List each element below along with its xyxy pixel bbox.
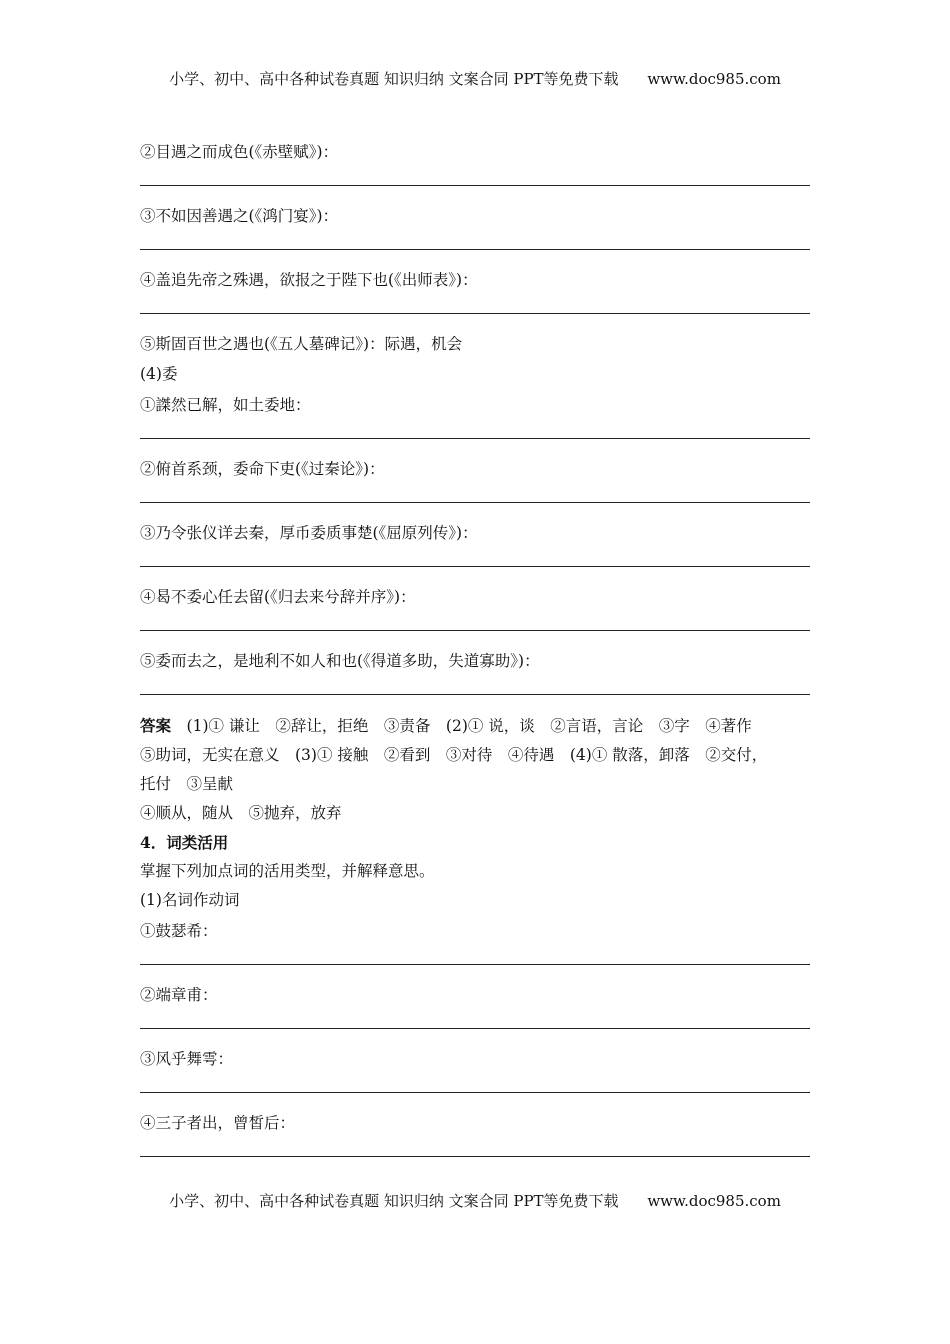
answer-line-1: (1)① 谦让 ②辞让，拒绝 ③责备 (2)① 说，谈 ②言语，言论 ③字 ④著作 [186,717,752,735]
answer-blank[interactable] [140,296,810,328]
answer-blank[interactable] [140,1139,810,1171]
question-item: ①鼓瑟希： [140,922,218,940]
answer-line-2: ⑤助词，无实在意义 (3)① 接触 ②看到 ③对待 ④待遇 (4)① 散落，卸落 ②交付， [140,746,768,764]
header-site-link[interactable]: www.doc985.com [647,70,781,88]
answer-blank[interactable] [140,947,810,979]
question-item: ④盖追先帝之殊遇，欲报之于陛下也(《出师表》)： [140,271,478,289]
question-item: ③乃令张仪详去秦，厚币委质事楚(《屈原列传》)： [140,524,478,542]
question-item: ③不如因善遇之(《鸿门宴》)： [140,207,339,225]
header-text: 小学、初中、高中各种试卷真题 知识归纳 文案合同 PPT等免费下载 [169,70,619,88]
subheading: (1)名词作动词 [140,891,240,909]
answer-blank[interactable] [140,232,810,264]
answer-line-4: ④顺从，随从 ⑤抛弃，放弃 [140,804,342,822]
answer-blank[interactable] [140,1075,810,1107]
answer-blank[interactable] [140,677,810,709]
answer-blank[interactable] [140,168,810,200]
page-header [0,68,950,89]
answer-blank[interactable] [140,613,810,645]
answer-label: 答案 [140,716,172,735]
answer-blank[interactable] [140,549,810,581]
footer-text: 小学、初中、高中各种试卷真题 知识归纳 文案合同 PPT等免费下载 [169,1192,619,1210]
question-item: ④曷不委心任去留(《归去来兮辞并序》)： [140,588,416,606]
question-item: ⑤斯固百世之遇也(《五人墓碑记》)：际遇，机会 [140,335,463,353]
answer-line-3: 托付 ③呈献 [140,775,234,793]
answer-blank[interactable] [140,485,810,517]
page-footer [0,1190,950,1211]
question-item: ②目遇之而成色(《赤壁赋》)： [140,143,339,161]
answer-blank[interactable] [140,1011,810,1043]
part-title: 4．词类活用 [140,833,229,852]
question-item: ②端章甫： [140,986,218,1004]
answer-blank[interactable] [140,421,810,453]
question-item: ③风乎舞雩： [140,1050,234,1068]
question-item: ①謋然已解，如土委地： [140,396,311,414]
question-item: ⑤委而去之，是地利不如人和也(《得道多助，失道寡助》)： [140,652,540,670]
part-instruction: 掌握下列加点词的活用类型，并解释意思。 [140,862,435,880]
question-item: ②俯首系颈，委命下吏(《过秦论》)： [140,460,385,478]
footer-site-link[interactable]: www.doc985.com [647,1192,781,1210]
question-item: ④三子者出，曾皙后： [140,1114,296,1132]
document-body [140,136,810,1171]
answer-block [140,711,810,828]
section-heading: (4)委 [140,365,178,383]
